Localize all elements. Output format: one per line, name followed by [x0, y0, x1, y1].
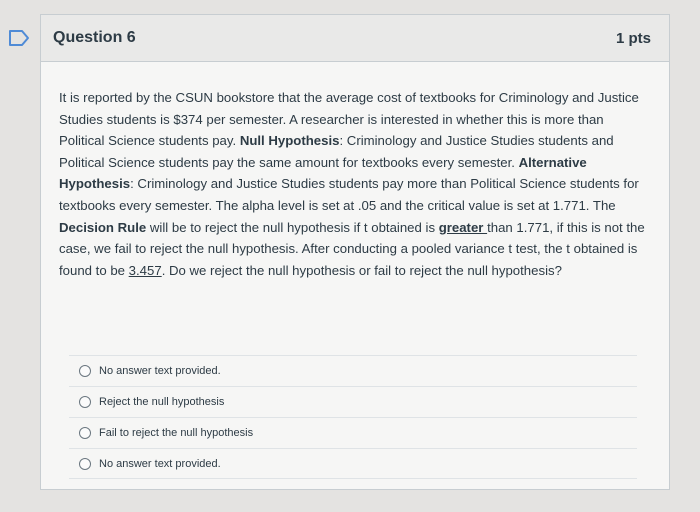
question-points: 1 pts	[615, 29, 651, 47]
question-card	[40, 14, 670, 490]
answer-option[interactable]	[69, 355, 637, 386]
question-text-part: . Do we reject the null hypothesis or fail to reject the null hypothesis?	[161, 262, 562, 278]
question-text-part: : Criminology and Justice Studies students pay more than Political Science students for textbooks every semester. The alpha level is set at .05 and the critical value is set at 1.771. The	[59, 176, 639, 213]
decision-rule-label: Decision Rule	[59, 219, 147, 235]
answer-option[interactable]	[69, 448, 637, 479]
alternative-hypothesis-label: Alternative Hypothesis	[59, 154, 587, 192]
answer-label: Reject the null hypothesis	[99, 396, 225, 408]
flag-icon[interactable]	[8, 28, 32, 48]
answer-label: Fail to reject the null hypothesis	[99, 427, 254, 439]
question-text-part: will be to reject the null hypothesis if t obtained is	[146, 219, 439, 235]
radio-button[interactable]	[79, 458, 91, 470]
null-hypothesis-label: Null Hypothesis	[239, 133, 340, 149]
question-title: Question 6	[53, 29, 136, 46]
greater-emphasis: greater	[438, 219, 488, 235]
answer-label: No answer text provided.	[99, 365, 221, 377]
radio-button[interactable]	[79, 427, 91, 439]
question-text-part: : Criminology and Justice Studies students and Political Science students pay the same amount for textbooks every semester.	[59, 133, 614, 170]
radio-button[interactable]	[79, 396, 91, 408]
answer-label: No answer text provided.	[99, 457, 221, 470]
answer-list	[69, 355, 637, 479]
question-text-part: It is reported by the CSUN bookstore that the average cost of textbooks for Criminology and Justice Studies students is $374 per semester. A researcher is interested in whether this is more than Political Science students pay.	[59, 90, 639, 149]
question-header	[41, 15, 669, 62]
answer-option[interactable]	[69, 417, 637, 448]
radio-button[interactable]	[79, 365, 91, 377]
question-text	[59, 87, 647, 281]
t-obtained-value: 3.457	[128, 262, 162, 278]
question-text-part: than 1.771, if this is not the case, we fail to reject the null hypothesis. After conducting a pooled variance t test, the t obtained is found to be	[59, 219, 645, 278]
answer-option[interactable]	[69, 386, 637, 417]
